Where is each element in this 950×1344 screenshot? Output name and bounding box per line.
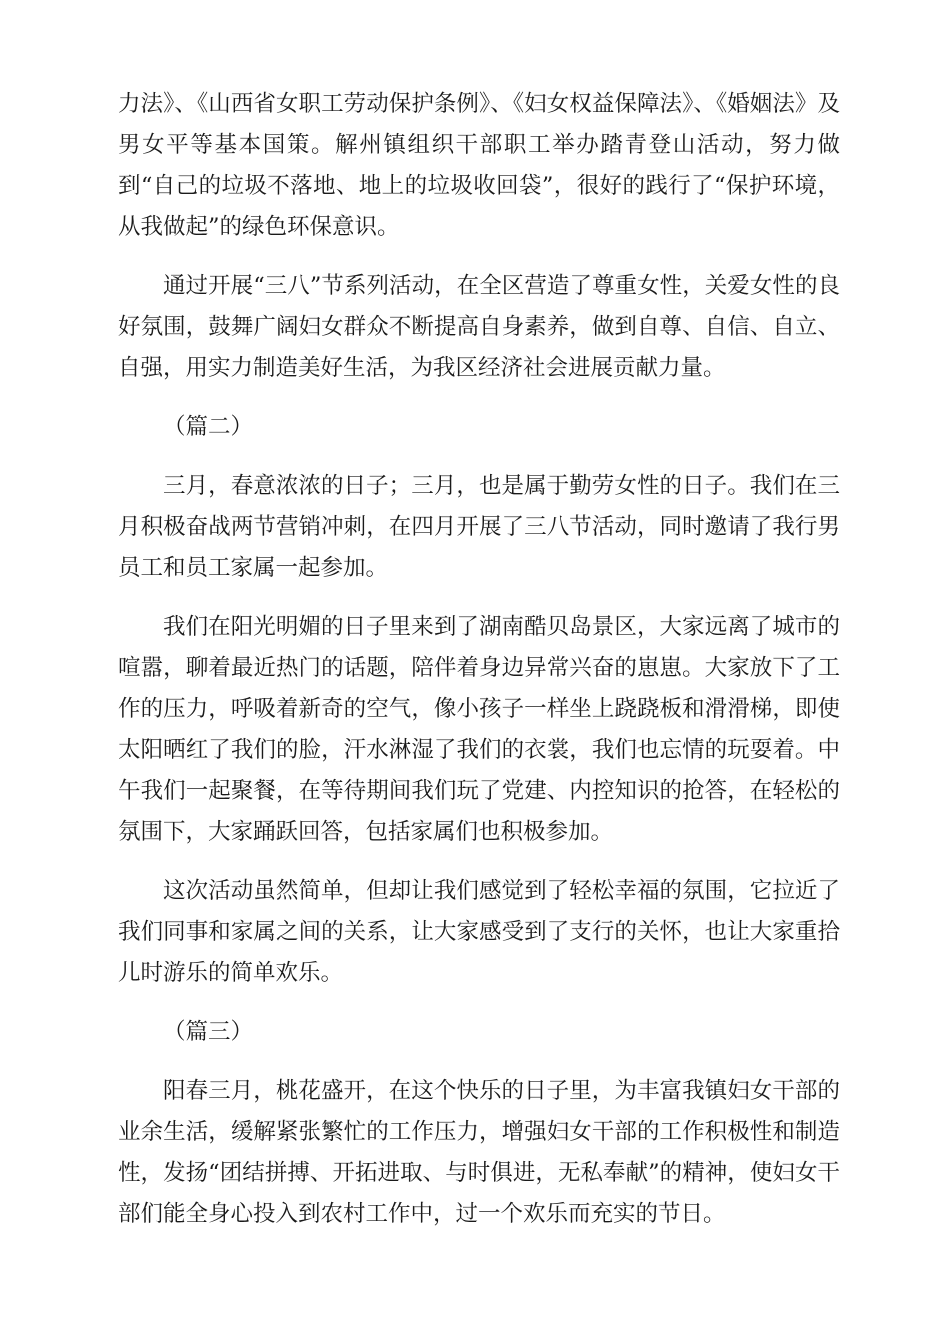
paragraph: 这次活动虽然简单，但却让我们感觉到了轻松幸福的氛围，它拉近了我们同事和家属之间的关系，让大家感受到了支行的关怀，也让大家重拾儿时游乐的简单欢乐。 <box>118 878 840 986</box>
paragraph-continued: 力法》、《山西省女职工劳动保护条例》、《妇女权益保障法》、《婚姻法》及男女平等基本国策。解州镇组织干部职工举办踏青登山活动，努力做到“自己的垃圾不落地、地上的垃圾收回袋”，很好的践行了“保护环境，从我做起”的绿色环保意识。 <box>118 91 840 240</box>
paragraph: 阳春三月，桃花盛开，在这个快乐的日子里，为丰富我镇妇女干部的业余生活，缓解紧张繁忙的工作压力，增强妇女干部的工作积极性和制造性，发扬“团结拼搏、开拓进取、与时俱进，无私奉献”的精神，使妇女干部们能全身心投入到农村工作中，过一个欢乐而充实的节日。 <box>118 1078 840 1227</box>
paragraph: 通过开展“三八”节系列活动，在全区营造了尊重女性，关爱女性的良好氛围，鼓舞广阔妇女群众不断提高自身素养，做到自尊、自信、自立、自强，用实力制造美好生活，为我区经济社会进展贡献力量。 <box>118 273 840 381</box>
section-heading-part-two: （篇二） <box>163 414 254 440</box>
document-body <box>118 84 840 1253</box>
paragraph: 我们在阳光明媚的日子里来到了湖南酷贝岛景区，大家远离了城市的喧嚣，聊着最近热门的话题，陪伴着身边异常兴奋的崽崽。大家放下了工作的压力，呼吸着新奇的空气，像小孩子一样坐上跷跷板和滑滑梯，即使太阳晒红了我们的脸，汗水淋湿了我们的衣裳，我们也忘情的玩耍着。中午我们一起聚餐，在等待期间我们玩了党建、内控知识的抢答，在轻松的氛围下，大家踊跃回答，包括家属们也积极参加。 <box>118 614 840 845</box>
paragraph: 三月，春意浓浓的日子；三月，也是属于勤劳女性的日子。我们在三月积极奋战两节营销冲刺，在四月开展了三八节活动，同时邀请了我行男员工和员工家属一起参加。 <box>118 473 840 581</box>
section-heading-part-three: （篇三） <box>163 1019 254 1045</box>
